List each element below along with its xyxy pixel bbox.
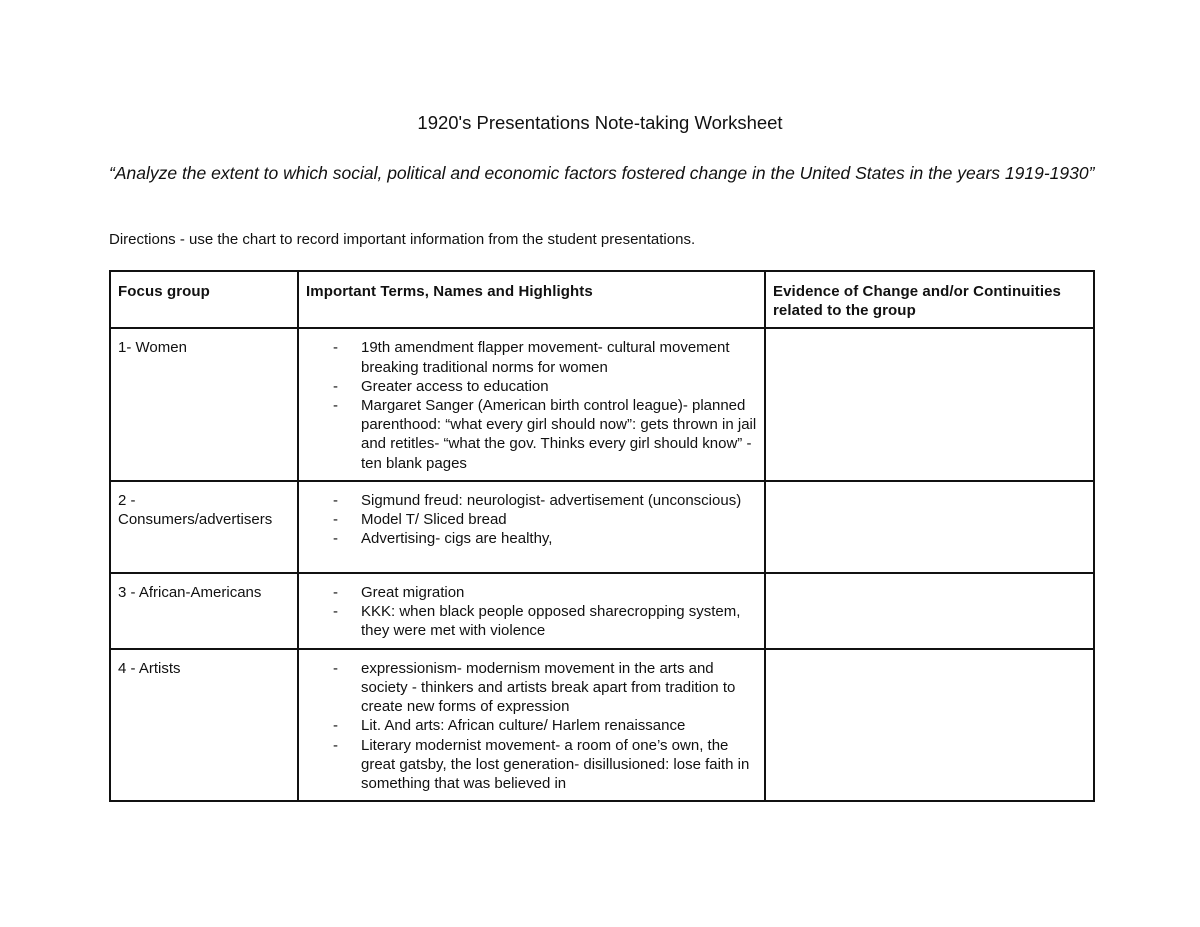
list-item <box>333 716 757 735</box>
note-text: 19th amendment flapper movement- cultural movement breaking traditional norms for women <box>361 339 730 376</box>
list-item <box>333 602 757 640</box>
note-text: Model T/ Sliced bread <box>361 511 507 529</box>
dash-bullet: - <box>333 339 338 357</box>
table-row <box>110 573 1094 649</box>
header-important-terms: Important Terms, Names and Highlights <box>298 271 765 328</box>
list-item <box>333 377 757 396</box>
essay-prompt: “Analyze the extent to which social, political and economic factors fostered change in the United States in the years 1919-1930” <box>109 163 1095 183</box>
notes-cell <box>298 573 765 649</box>
note-text: Sigmund freud: neurologist- advertisement (unconscious) <box>361 491 742 509</box>
table-row <box>110 649 1094 801</box>
directions-text: Directions - use the chart to record important information from the student presentations. <box>109 231 696 248</box>
list-item <box>333 338 757 376</box>
notes-cell <box>298 649 765 801</box>
focus-group-cell: 1- Women <box>110 328 298 480</box>
note-text: Advertising- cigs are healthy, <box>361 530 553 548</box>
note-text: Lit. And arts: African culture/ Harlem renaissance <box>361 717 686 735</box>
note-text: KKK: when black people opposed sharecropping system, they were met with violence <box>361 603 741 640</box>
list-item <box>333 529 757 548</box>
dash-bullet: - <box>333 530 338 548</box>
notes-list <box>306 659 757 793</box>
dash-bullet: - <box>333 511 338 529</box>
notes-list <box>306 583 757 641</box>
dash-bullet: - <box>333 717 338 735</box>
note-text: Greater access to education <box>361 377 549 395</box>
dash-bullet: - <box>333 603 338 621</box>
chart-header-row <box>110 271 1094 328</box>
header-evidence: Evidence of Change and/or Continuities related to the group <box>765 271 1094 328</box>
evidence-cell[interactable] <box>765 649 1094 801</box>
notes-list <box>306 338 757 472</box>
note-text: Literary modernist movement- a room of one’s own, the great gatsby, the lost generation- disillusioned: lose faith in something that was believed in <box>361 736 750 793</box>
list-item <box>333 510 757 529</box>
evidence-cell[interactable] <box>765 573 1094 649</box>
note-text: Great migration <box>361 583 465 601</box>
header-focus-group: Focus group <box>110 271 298 328</box>
evidence-cell[interactable] <box>765 481 1094 573</box>
list-item <box>333 396 757 473</box>
list-item <box>333 736 757 794</box>
focus-group-cell: 4 - Artists <box>110 649 298 801</box>
notes-chart <box>109 270 1095 802</box>
table-row <box>110 328 1094 480</box>
evidence-cell[interactable] <box>765 328 1094 480</box>
list-item <box>333 583 757 602</box>
list-item <box>333 491 757 510</box>
notes-cell <box>298 481 765 573</box>
list-item <box>333 659 757 717</box>
focus-group-cell: 3 - African-Americans <box>110 573 298 649</box>
dash-bullet: - <box>333 736 338 754</box>
dash-bullet: - <box>333 491 338 509</box>
notes-cell <box>298 328 765 480</box>
note-text: expressionism- modernism movement in the arts and society - thinkers and artists break apart from tradition to create new forms of expression <box>361 659 736 716</box>
note-text: Margaret Sanger (American birth control league)- planned parenthood: “what every girl should now”: gets thrown in jail and retitles- “what the gov. Thinks every girl should know” - ten blank pages <box>361 397 757 472</box>
dash-bullet: - <box>333 583 338 601</box>
dash-bullet: - <box>333 397 338 415</box>
dash-bullet: - <box>333 377 338 395</box>
table-row <box>110 481 1094 573</box>
dash-bullet: - <box>333 659 338 677</box>
focus-group-cell: 2 - Consumers/advertisers <box>110 481 298 573</box>
notes-list <box>306 491 757 549</box>
worksheet-title: 1920's Presentations Note-taking Worksheet <box>417 112 783 133</box>
